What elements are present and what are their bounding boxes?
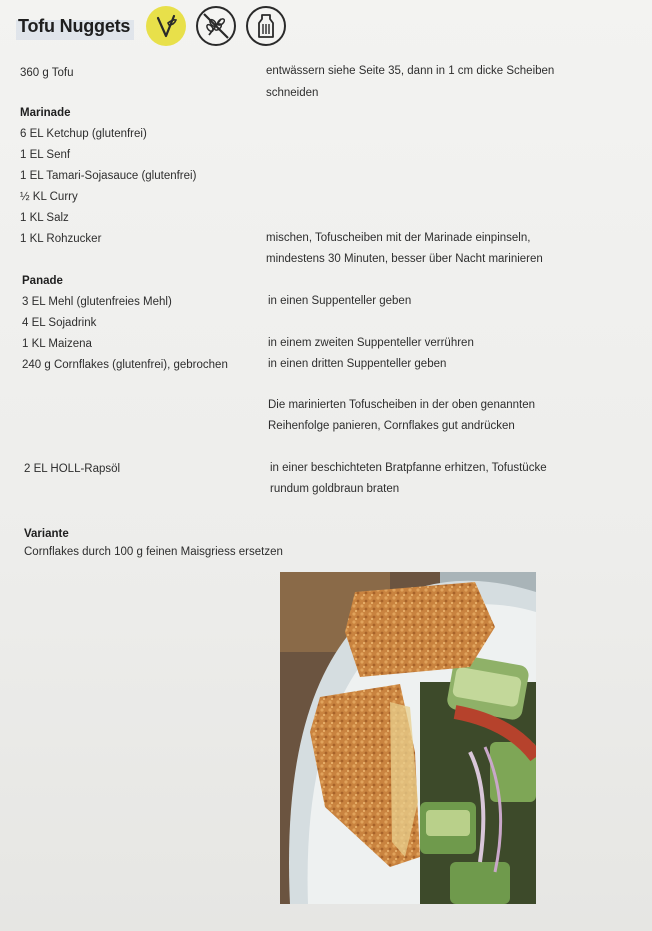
lactose-free-icon — [246, 6, 286, 46]
ingredient-tofu: 360 g Tofu — [20, 67, 74, 79]
panade-heading: Panade — [22, 275, 63, 287]
panade-ingredient: 4 EL Sojadrink — [22, 317, 97, 329]
marinade-ingredient: 1 KL Salz — [20, 212, 69, 224]
step-panade-maizena: in einem zweiten Suppenteller verrühren — [268, 337, 474, 349]
step-tofu-line2: schneiden — [266, 87, 319, 99]
tofu-nuggets-photo — [280, 572, 536, 904]
panade-ingredient: 1 KL Maizena — [22, 338, 92, 350]
panade-ingredient: 240 g Cornflakes (glutenfrei), gebrochen — [22, 359, 228, 371]
step-panieren-line2: Reihenfolge panieren, Cornflakes gut andrücken — [268, 420, 515, 432]
marinade-ingredient: 1 KL Rohzucker — [20, 233, 102, 245]
panade-ingredient: 3 EL Mehl (glutenfreies Mehl) — [22, 296, 172, 308]
vegan-icon — [146, 6, 186, 46]
step-marinade-line2: mindestens 30 Minuten, besser über Nacht marinieren — [266, 253, 543, 265]
step-panieren-line1: Die marinierten Tofuscheiben in der oben genannten — [268, 399, 536, 411]
variante-text: Cornflakes durch 100 g feinen Maisgriess ersetzen — [24, 546, 283, 558]
ingredient-oil: 2 EL HOLL-Rapsöl — [24, 463, 121, 475]
step-tofu-line1: entwässern siehe Seite 35, dann in 1 cm dicke Scheiben — [266, 65, 555, 77]
step-frying-line1: in einer beschichteten Bratpfanne erhitzen, Tofustücke — [270, 462, 547, 474]
marinade-ingredient: ½ KL Curry — [20, 191, 78, 203]
step-frying-line2: rundum goldbraun braten — [270, 483, 400, 495]
marinade-ingredient: 1 EL Tamari-Sojasauce (glutenfrei) — [20, 170, 197, 182]
gluten-free-icon — [196, 6, 236, 46]
recipe-title: Tofu Nuggets — [18, 16, 131, 36]
step-panade-mehl: in einen Suppenteller geben — [268, 295, 412, 307]
marinade-ingredient: 6 EL Ketchup (glutenfrei) — [20, 128, 147, 140]
marinade-heading: Marinade — [20, 107, 71, 119]
step-panade-cornflakes: in einen dritten Suppenteller geben — [268, 358, 447, 370]
variante-heading: Variante — [24, 528, 69, 540]
step-marinade-line1: mischen, Tofuscheiben mit der Marinade einpinseln, — [266, 232, 531, 244]
marinade-ingredient: 1 EL Senf — [20, 149, 71, 161]
